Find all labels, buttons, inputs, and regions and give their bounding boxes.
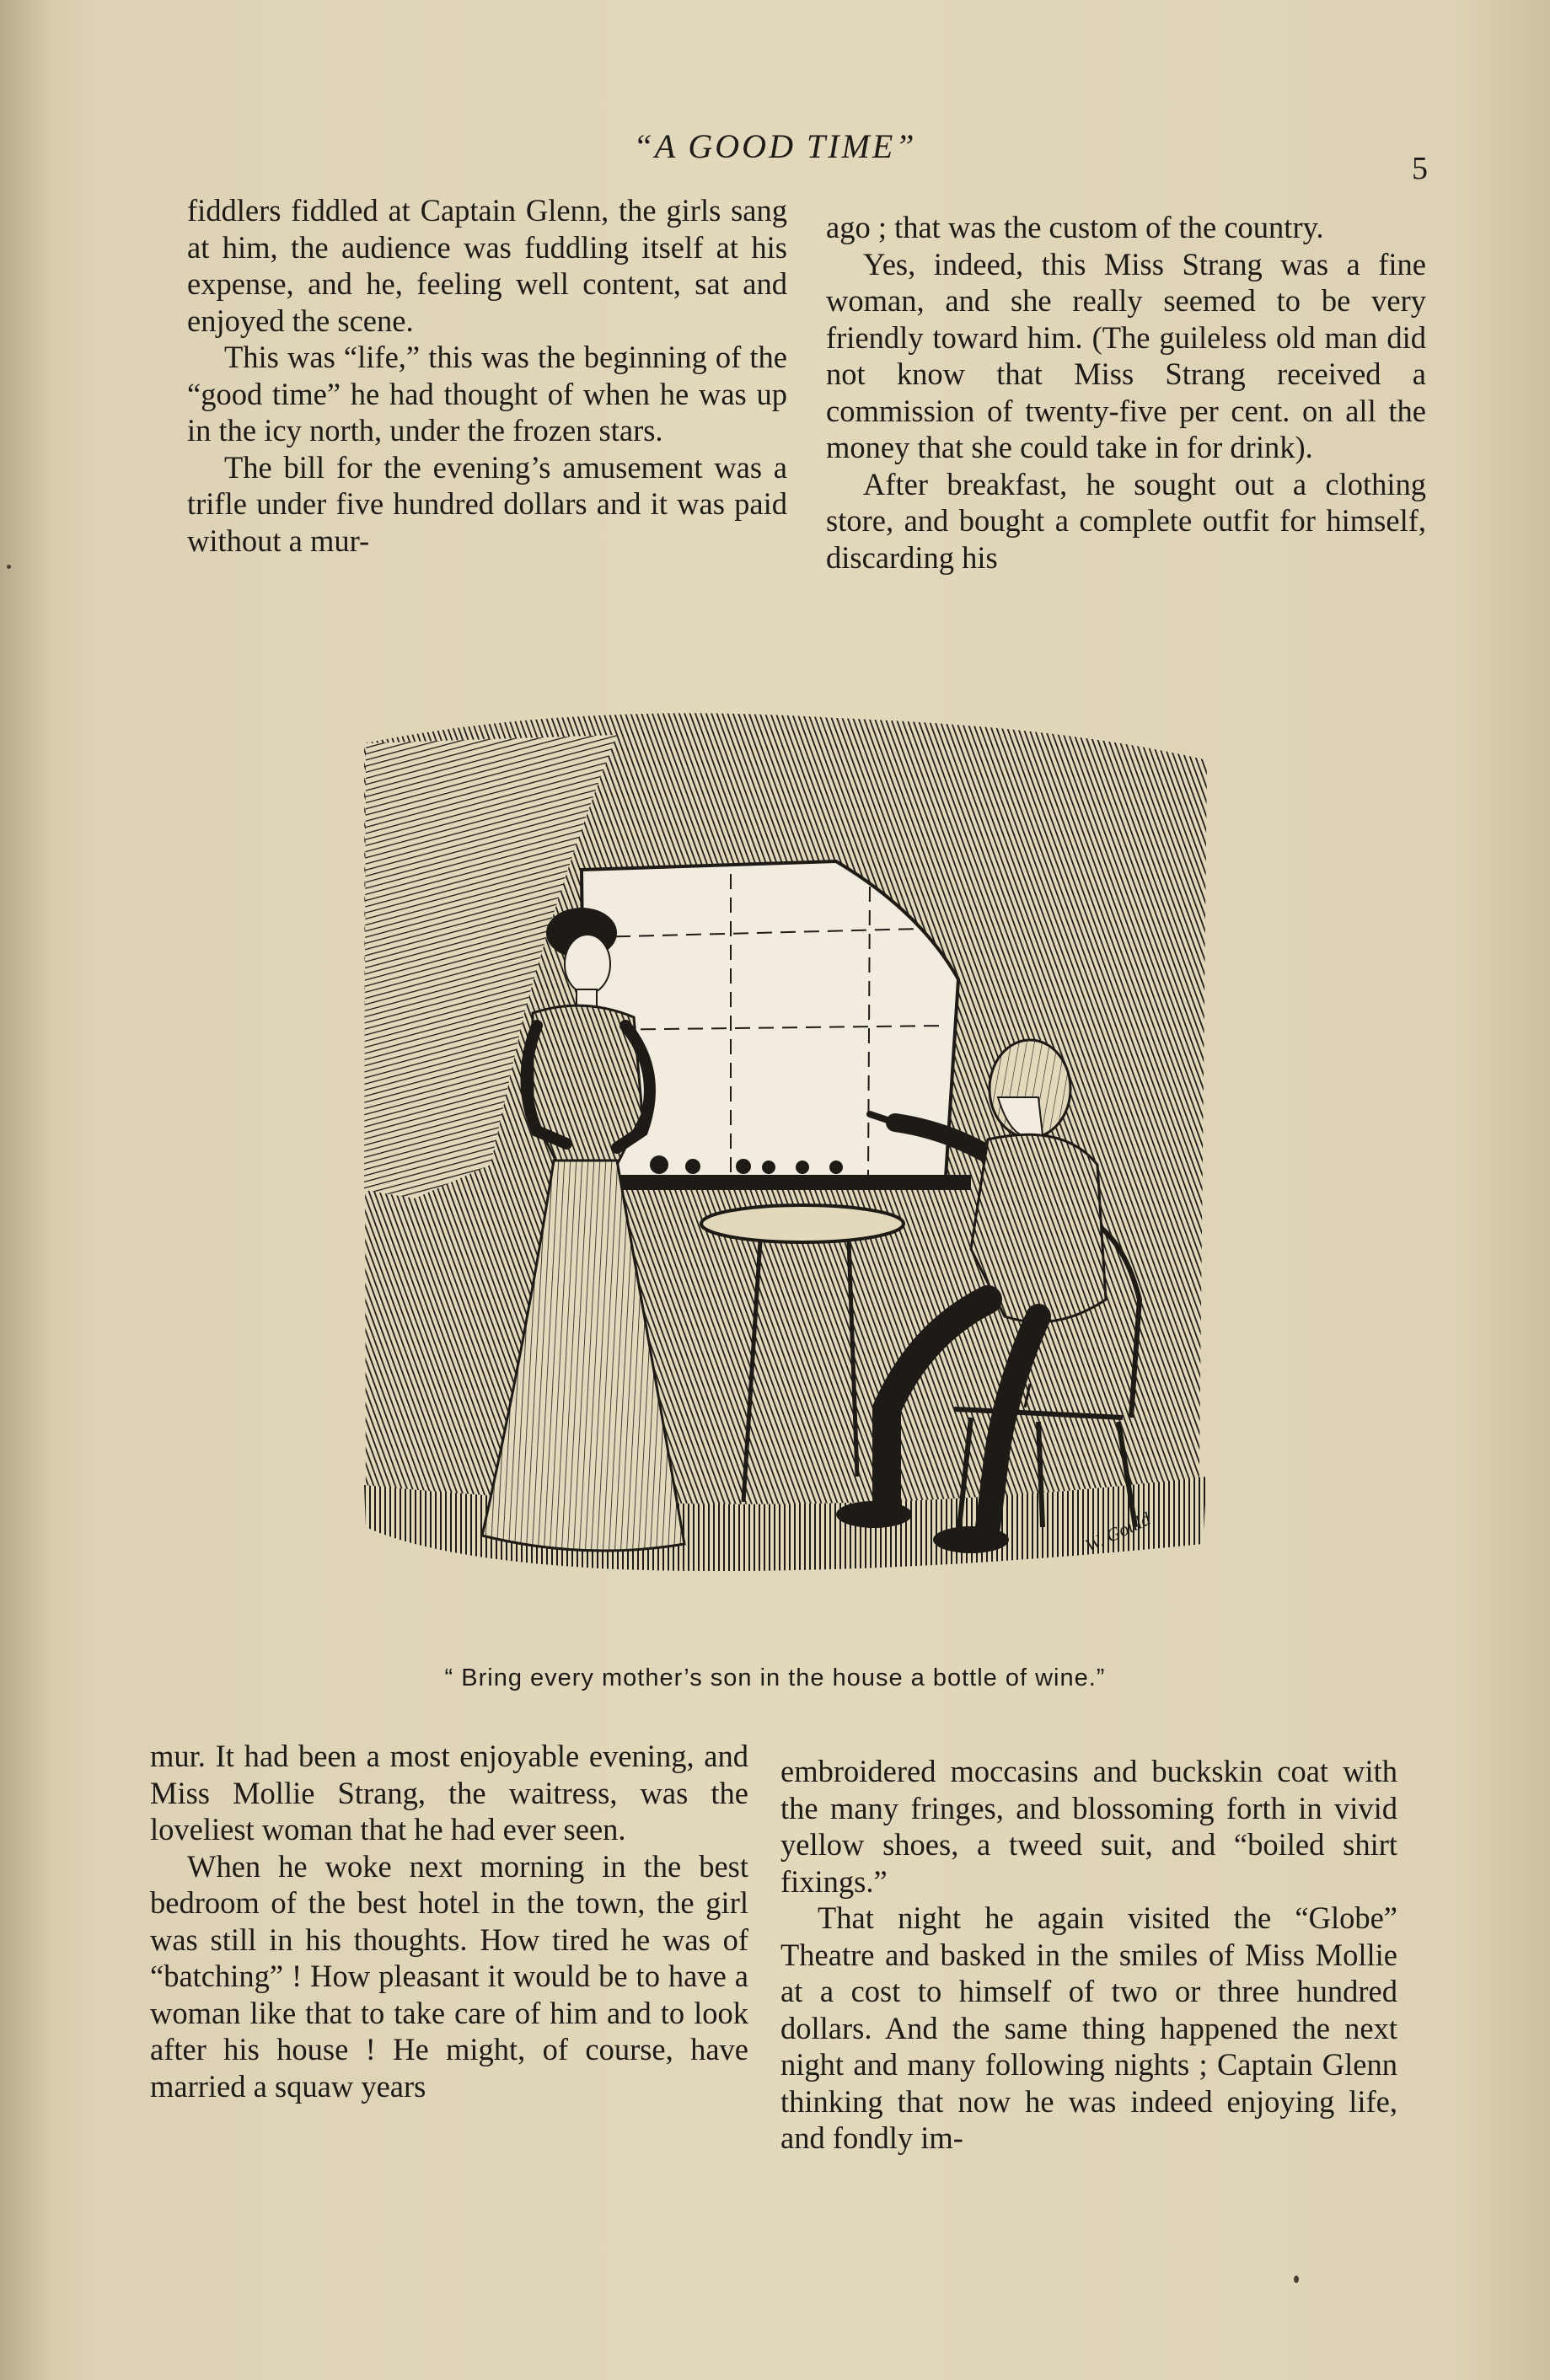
paragraph: When he woke next morning in the best bedroom of the best hotel in the town, the girl was still in his thoughts. How tired he was of “batching” ! How pleasant it would be to have a woman like that to take care of him and to look after his house ! He might, of course, have married a squaw years xyxy=(150,1848,748,2104)
text-column-top-right xyxy=(826,209,1426,576)
paragraph: That night he again visited the “Globe” Theatre and basked in the smiles of Miss Mollie at a cost to himself of two or three hundred dollars. And the same thing happened the next night and many following nights ; Captain Glenn thinking that now he was indeed enjoying life, and fondly im- xyxy=(780,1900,1397,2155)
paper-spot xyxy=(1294,2275,1299,2283)
paper-spot xyxy=(7,565,11,569)
engraving-illustration xyxy=(364,693,1212,1620)
text-column-top-left xyxy=(187,192,787,559)
paragraph: mur. It had been a most enjoyable evening, and Miss Mollie Strang, the waitress, was the loveliest woman that he had ever seen. xyxy=(150,1739,748,1847)
text-column-bottom-right xyxy=(780,1753,1397,2157)
paragraph: Yes, indeed, this Miss Strang was a fine woman, and she really seemed to be very friendly toward him. (The guileless old man did not know that Miss Strang received a commission of twenty-five per cent. on all the money that she could take in for drink). xyxy=(826,246,1426,464)
illustration-caption: “ Bring every mother’s son in the house a bottle of wine.” xyxy=(444,1664,1106,1691)
artist-signature: W. Gould xyxy=(1081,1508,1154,1557)
table-top xyxy=(701,1205,904,1242)
window-sill xyxy=(575,1175,971,1190)
running-head: “A GOOD TIME” xyxy=(633,127,917,165)
paragraph: The bill for the evening’s amusement was a trifle under five hundred dollars and it was paid without a mur- xyxy=(187,449,787,558)
paragraph: ago ; that was the custom of the country. xyxy=(826,210,1324,244)
page-number: 5 xyxy=(1412,151,1428,186)
paragraph: embroidered moccasins and buckskin coat with the many fringes, and blossoming forth in vivid yellow shoes, a tweed suit, and “boiled shirt fixings.” xyxy=(780,1754,1397,1899)
paragraph: After breakfast, he sought out a clothing store, and bought a complete outfit for himself, discarding his xyxy=(826,466,1426,575)
paragraph: This was “life,” this was the beginning of the “good time” he had thought of when he was up in the icy north, under the frozen stars. xyxy=(187,340,787,448)
text-column-bottom-left xyxy=(150,1738,748,2104)
paragraph: fiddlers fiddled at Captain Glenn, the girls sang at him, the audience was fuddling itself at his expense, and he, feeling well content, sat and enjoyed the scene. xyxy=(187,193,787,338)
gutter-shadow xyxy=(0,0,51,2380)
